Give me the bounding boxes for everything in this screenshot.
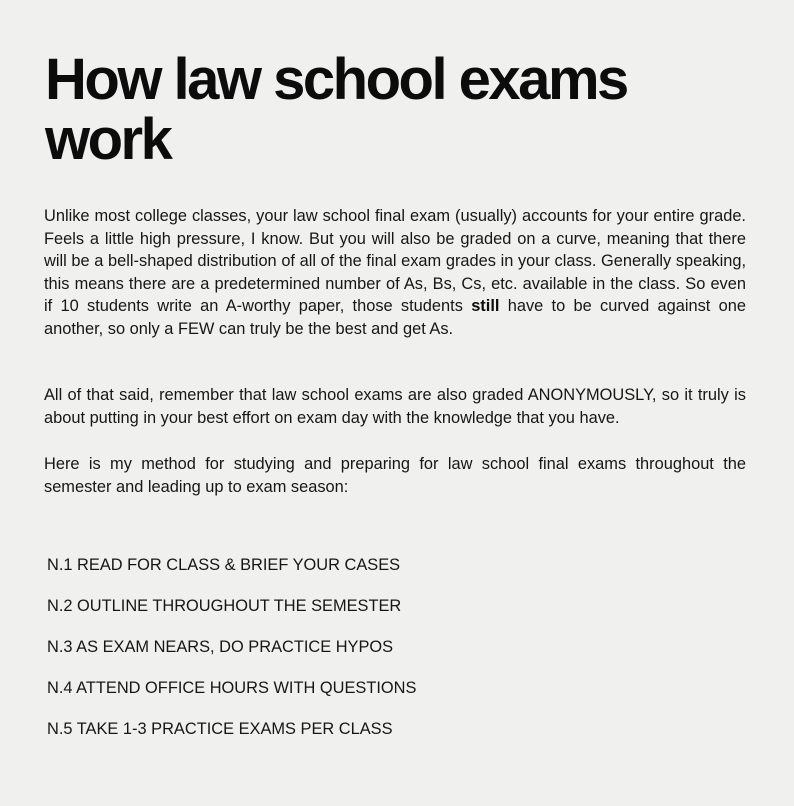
method-step-1: N.1 READ FOR CLASS & BRIEF YOUR CASES [47, 556, 401, 574]
intro-paragraph [44, 205, 746, 340]
intro-text-start: Unlike most college classes, your law school final exam (usually) accounts for your entire grade. Feels a little high pressure, I know. But you will also be graded on a curve, meaning that there will be a bell-shaped distribution of all of the final exam grades in your class. Generally speaking, this means there are a predetermined number of As, Bs, Cs, etc. available in the class. So even if 10 students write an A-worthy paper, those students [44, 207, 746, 315]
intro-text-end: have to be curved against one another, so only a FEW can truly be the best and get As. [44, 297, 746, 338]
method-step-3: N.3 AS EXAM NEARS, DO PRACTICE HYPOS [47, 638, 394, 656]
method-step-5: N.5 TAKE 1-3 PRACTICE EXAMS PER CLASS [47, 720, 393, 738]
method-step-2: N.2 OUTLINE THROUGHOUT THE SEMESTER [47, 597, 402, 615]
method-intro-paragraph: Here is my method for studying and preparing for law school final exams throughout the semester and leading up to exam season: [44, 455, 746, 496]
method-steps-list [47, 553, 416, 758]
method-step-4: N.4 ATTEND OFFICE HOURS WITH QUESTIONS [47, 679, 417, 697]
intro-emphasis: still [471, 297, 500, 315]
page-title: How law school exams work [45, 47, 627, 172]
anonymous-grading-paragraph: All of that said, remember that law school exams are also graded ANONYMOUSLY, so it truly is about putting in your best effort on exam day with the knowledge that you have. [44, 386, 746, 427]
